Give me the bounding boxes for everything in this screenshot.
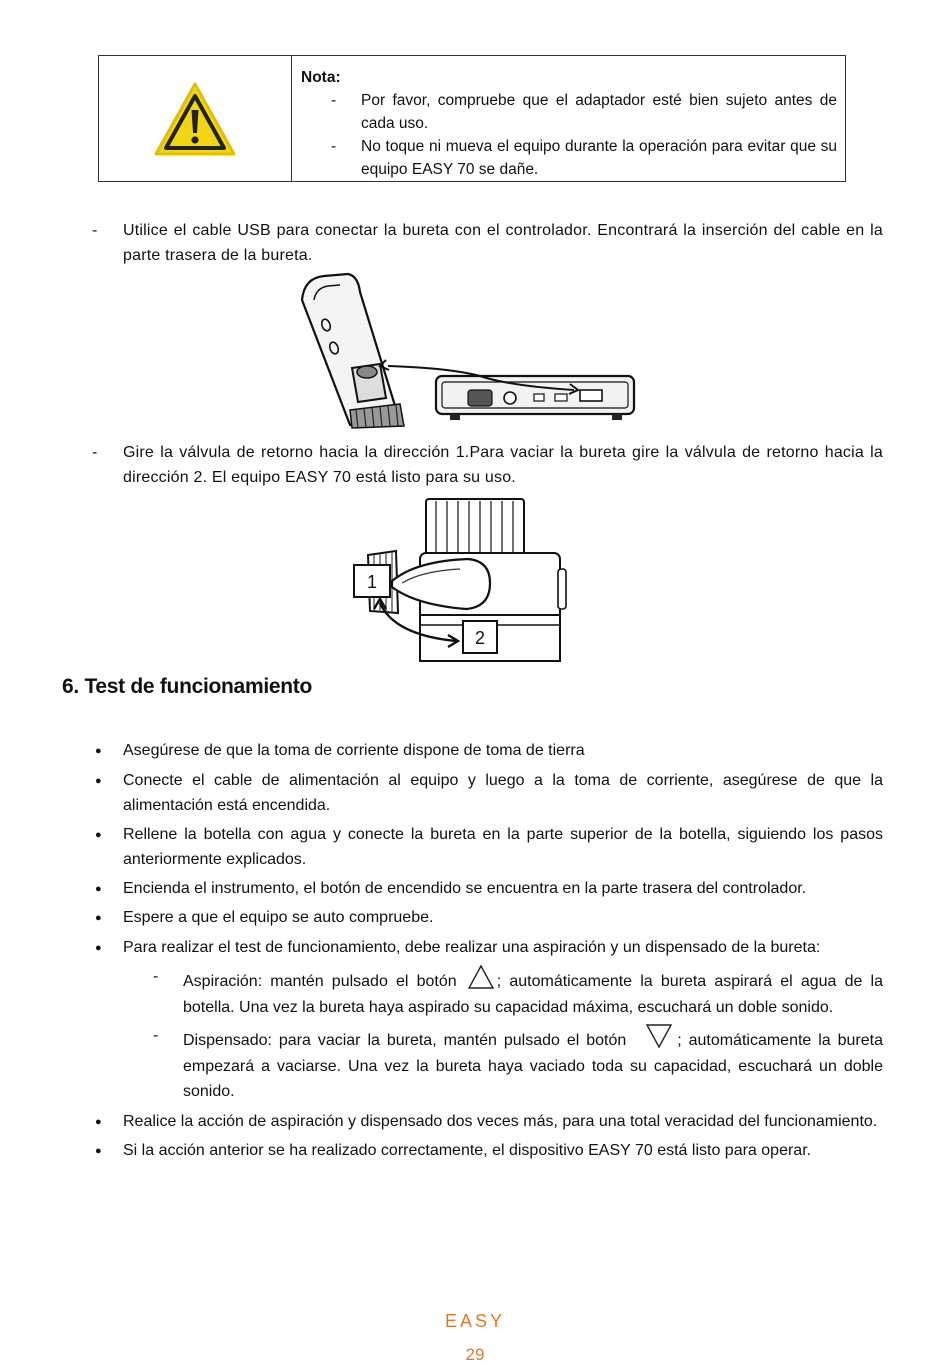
- bullet-icon: ●: [95, 774, 102, 787]
- bullet-icon: ●: [95, 1145, 102, 1157]
- note-item-text: No toque ni mueva el equipo durante la operación para evitar que su equipo EASY 70 se dañe.: [361, 138, 837, 178]
- valve-label-two: 2: [474, 628, 486, 648]
- bullet-icon: ●: [95, 882, 102, 895]
- list-item: ● Encienda el instrumento, el botón de encendido se encuentra en la parte trasera del controlador.: [92, 876, 883, 903]
- warning-triangle-icon: [153, 80, 237, 158]
- note-text-cell: [292, 56, 845, 181]
- valve-paragraph-text: Gire la válvula de retorno hacia la dirección 1.Para vaciar la bureta gire la válvula de retorno hacia la dirección 2. El equipo EASY 70 está listo para su uso.: [123, 444, 883, 486]
- list-item: ● Conecte el cable de alimentación al equipo y luego a la toma de corriente, asegúrese de que la alimentación está encendida.: [92, 768, 883, 819]
- valve-label-one: 1: [366, 572, 378, 592]
- list-item: ● Espere a que el equipo se auto compruebe.: [92, 905, 883, 932]
- note-item-text: Por favor, compruebe que el adaptador esté bien sujeto antes de cada uso.: [361, 92, 837, 132]
- valve-illustration: [350, 495, 572, 667]
- bullet-icon: ●: [95, 1115, 102, 1128]
- list-item: ● Si la acción anterior se ha realizado correctamente, el dispositivo EASY 70 está listo para operar.: [92, 1138, 883, 1165]
- test-steps-list: [92, 738, 883, 1168]
- note-table: [98, 55, 846, 182]
- list-item: ● Realice la acción de aspiración y dispensado dos veces más, para una total veracidad del funcionamiento.: [92, 1109, 883, 1136]
- controller-drawing: [436, 376, 634, 420]
- bullet-icon: ●: [95, 828, 102, 841]
- note-title: Nota:: [301, 69, 341, 86]
- up-triangle-button-icon: [467, 964, 495, 990]
- dispense-subitem: - Dispensado: para vaciar la bureta, mantén pulsado el botón ; automáticamente la bureta empezará a vaciarse. Una vez la bureta haya vaciado toda su capacidad, escuchará un doble sonido.: [123, 1023, 883, 1105]
- list-item: ● Rellene la botella con agua y conecte la bureta en la parte superior de la botella, siguiendo los pasos anteriormente explicados.: [92, 822, 883, 873]
- note-icon-cell: [99, 56, 292, 181]
- list-item: ● Asegúrese de que la toma de corriente dispone de toma de tierra: [92, 738, 883, 765]
- burette-drawing: [302, 274, 404, 428]
- page-number: 29: [465, 1345, 485, 1364]
- usb-connection-illustration: [300, 270, 640, 430]
- usb-paragraph-text: Utilice el cable USB para conectar la bureta con el controlador. Encontrará la inserción del cable en la parte trasera de la bureta.: [123, 222, 883, 264]
- note-item: - No toque ni mueva el equipo durante la operación para evitar que su equipo EASY 70 se dañe.: [301, 135, 837, 181]
- section-heading: 6. Test de funcionamiento: [62, 675, 312, 698]
- usb-paragraph: - Utilice el cable USB para conectar la bureta con el controlador. Encontrará la inserción del cable en la parte trasera de la bureta.: [92, 218, 883, 268]
- valve-paragraph: - Gire la válvula de retorno hacia la dirección 1.Para vaciar la bureta gire la válvula de retorno hacia la dirección 2. El equipo EASY 70 está listo para su uso.: [92, 440, 883, 490]
- note-item: - Por favor, compruebe que el adaptador esté bien sujeto antes de cada uso.: [301, 89, 837, 135]
- bullet-icon: ●: [95, 912, 102, 924]
- bullet-icon: ●: [95, 745, 102, 757]
- footer-brand: EASY: [444, 1311, 506, 1331]
- list-item: ● Para realizar el test de funcionamiento, debe realizar una aspiración y un dispensado de la bureta:: [92, 935, 883, 962]
- down-triangle-button-icon: [641, 1023, 675, 1049]
- bullet-icon: ●: [95, 941, 102, 954]
- aspiration-subitem: - Aspiración: mantén pulsado el botón ; automáticamente la bureta aspirará el agua de la botella. Una vez la bureta haya aspirado su capacidad máxima, escuchará un doble sonido.: [123, 964, 883, 1020]
